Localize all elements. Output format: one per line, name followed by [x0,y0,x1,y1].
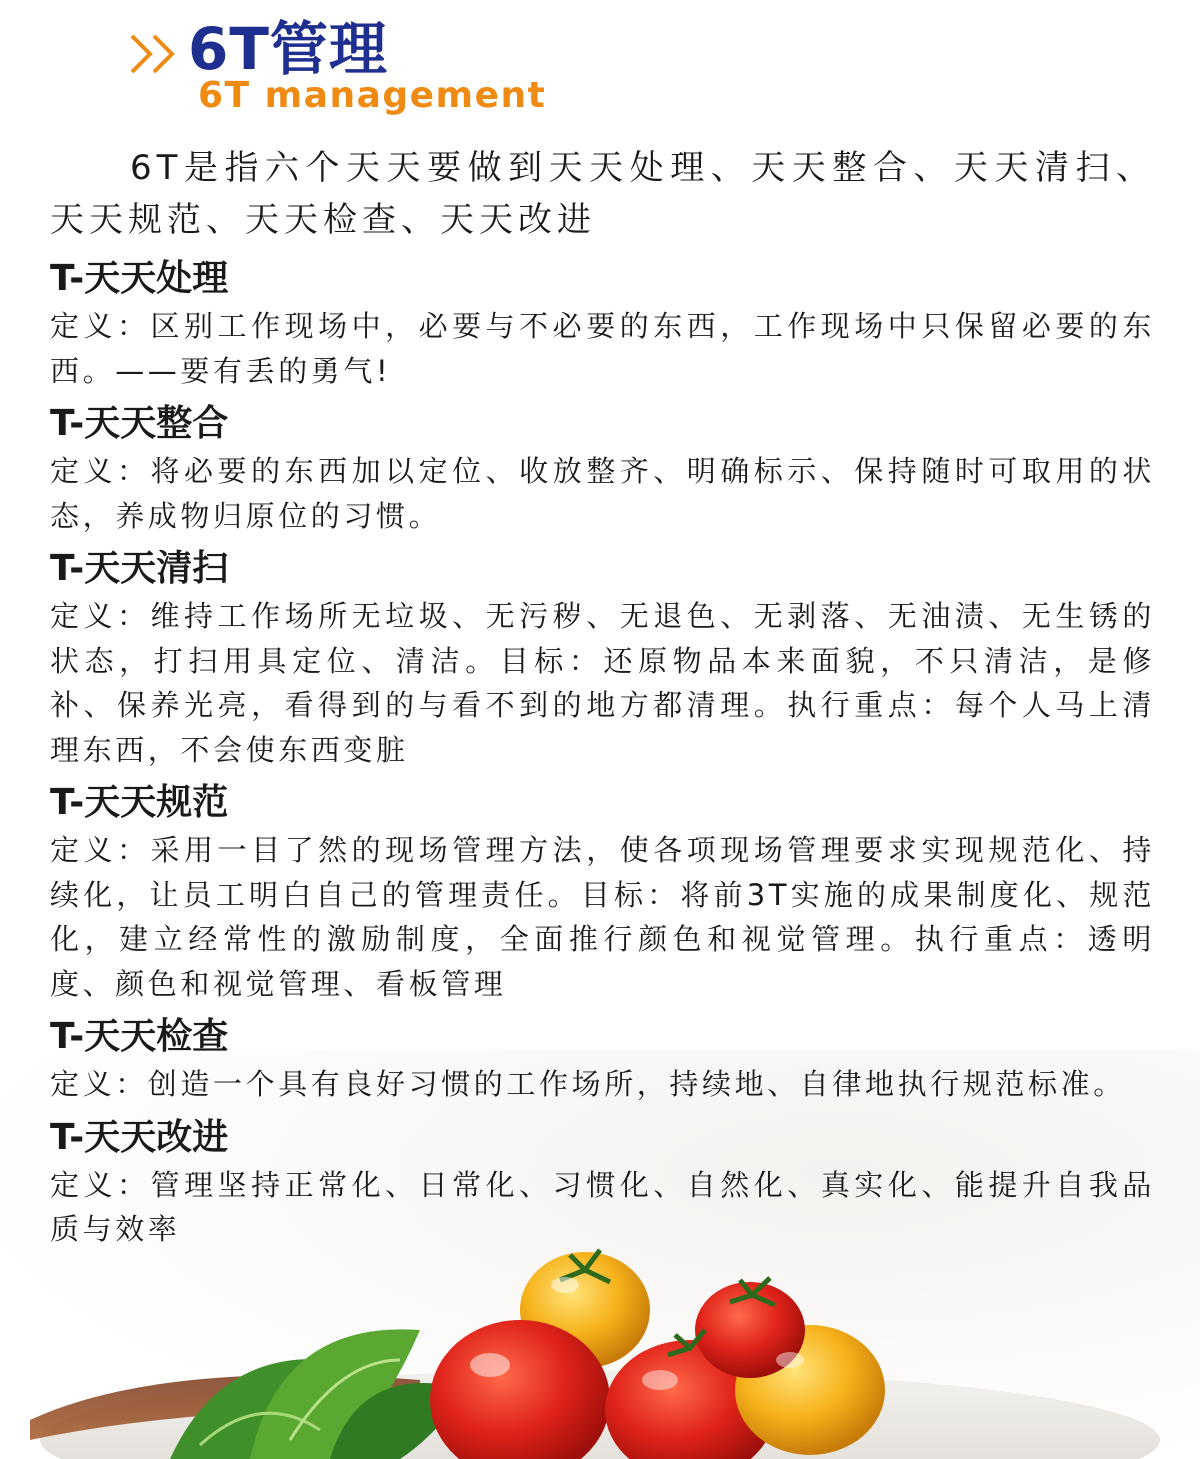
section-definition: 定义：采用一目了然的现场管理方法，使各项现场管理要求实现规范化、持续化，让员工明白自己的管理责任。目标：将前3T实施的成果制度化、规范化，建立经常性的激励制度，全面推行颜色和视觉管理。执行重点：透明度、颜色和视觉管理、看板管理 [50,833,1155,1001]
header [128,10,728,120]
section-handling [50,254,1155,393]
page-subtitle: 6T management [198,75,547,116]
salad-tomatoes-image [0,1240,1200,1459]
section-title: T-天天处理 [50,258,229,299]
section-title: T-天天规范 [50,782,229,823]
intro-paragraph: 6T是指六个天天要做到天天处理、天天整合、天天清扫、天天规范、天天检查、天天改进 [50,148,1155,240]
section-integration [50,399,1155,538]
double-chevron-icon [128,32,184,76]
section-definition: 定义：区别工作现场中，必要与不必要的东西，工作现场中只保留必要的东西。——要有丢的勇气! [50,309,1155,388]
section-title: T-天天整合 [50,403,229,444]
section-definition: 定义：管理坚持正常化、日常化、习惯化、自然化、真实化、能提升自我品质与效率 [50,1167,1155,1246]
section-definition: 定义：将必要的东西加以定位、收放整齐、明确标示、保持随时可取用的状态，养成物归原位的习惯。 [50,454,1155,533]
section-cleaning [50,544,1155,772]
section-definition: 定义：创造一个具有良好习惯的工作场所，持续地、自律地执行规范标准。 [50,1067,1126,1101]
section-title: T-天天清扫 [50,548,229,589]
section-title: T-天天检查 [50,1016,229,1057]
main-content [50,142,1155,1258]
section-title: T-天天改进 [50,1116,229,1158]
page-title: 6T管理 [188,15,388,83]
section-inspection [50,1012,1155,1107]
section-standardization [50,778,1155,1006]
section-improvement [50,1113,1155,1252]
section-definition: 定义：维持工作场所无垃圾、无污秽、无退色、无剥落、无油渍、无生锈的状态，打扫用具定位、清洁。目标：还原物品本来面貌，不只清洁，是修补、保养光亮，看得到的与看不到的地方都清理。执行重点：每个人马上清理东西，不会使东西变脏 [50,599,1155,767]
